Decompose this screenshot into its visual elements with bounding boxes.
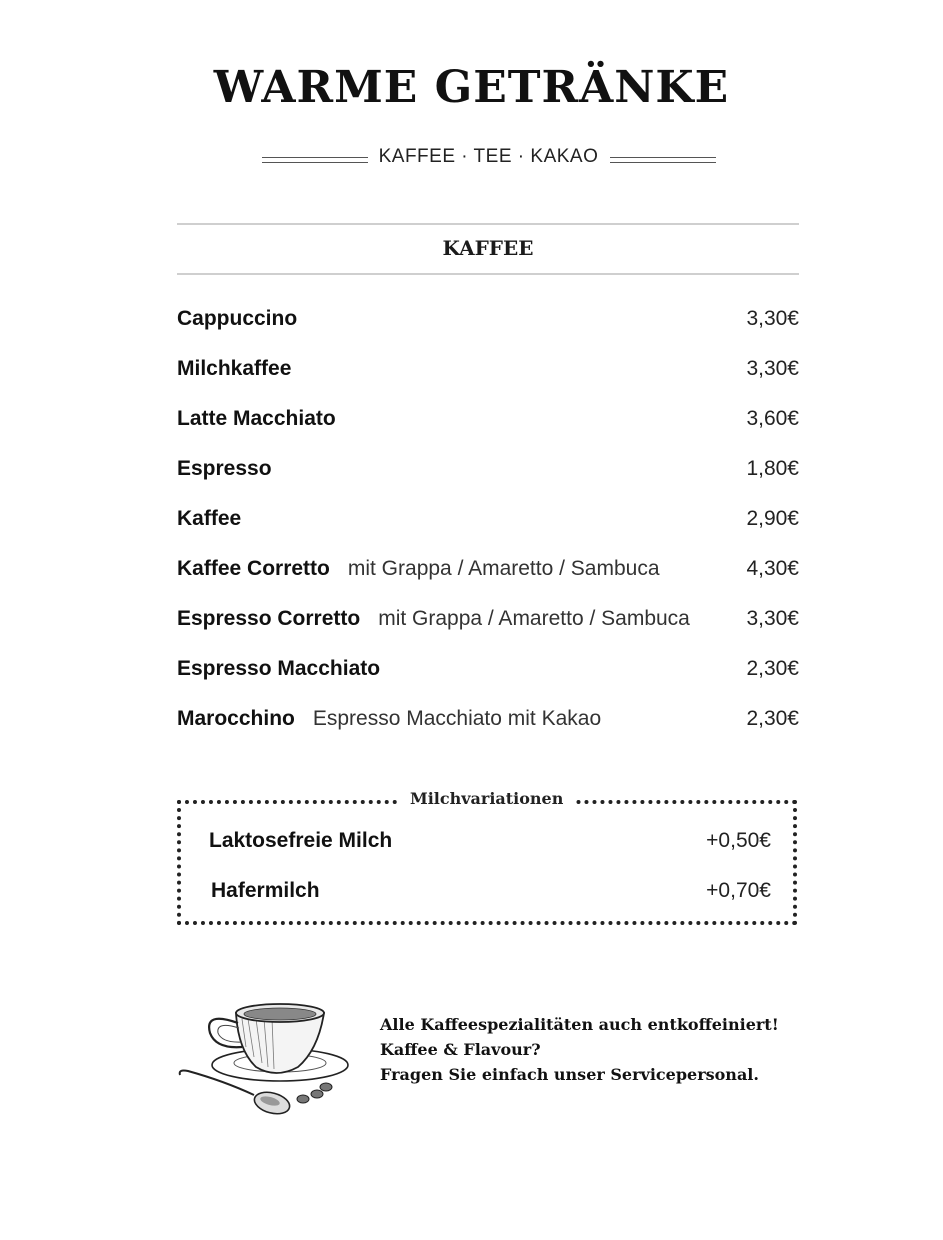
milk-options-label: Milchvariationen: [400, 789, 573, 808]
milk-option: [181, 829, 801, 859]
note-line: Alle Kaffeespezialitäten auch entkoffeiniert!: [380, 1015, 779, 1034]
info-note: [380, 1012, 779, 1087]
milk-option-name: Hafermilch: [211, 879, 320, 902]
item-name: Marocchino Espresso Macchiato mit Kakao: [177, 707, 602, 730]
item-name: Kaffee: [177, 507, 242, 530]
milk-option: [181, 879, 801, 909]
decorative-line-right: [610, 157, 716, 163]
item-name: Espresso Corretto mit Grappa / Amaretto / Sambuca: [177, 607, 690, 630]
item-name: Cappuccino: [177, 307, 298, 330]
item-price: 2,30€: [746, 707, 799, 730]
subtitle: KAFFEE · TEE · KAKAO: [378, 146, 599, 167]
section-rule-bottom: [177, 273, 799, 275]
item-name: Kaffee Corretto mit Grappa / Amaretto / Sambuca: [177, 557, 660, 580]
item-name: Espresso Macchiato: [177, 657, 381, 680]
item-name: Milchkaffee: [177, 357, 292, 380]
page-title: WARME GETRÄNKE: [213, 62, 730, 113]
menu-item: [177, 457, 799, 507]
menu-item: [177, 657, 799, 707]
section-title: KAFFEE: [442, 236, 534, 260]
menu-item: [177, 307, 799, 357]
menu-item: [177, 507, 799, 557]
item-description: mit Grappa / Amaretto / Sambuca: [347, 557, 660, 580]
item-price: 2,30€: [746, 657, 799, 680]
menu-item: [177, 407, 799, 457]
milk-option-price: +0,70€: [706, 879, 771, 902]
menu-item: [177, 607, 799, 657]
item-price: 2,90€: [746, 507, 799, 530]
item-price: 4,30€: [746, 557, 799, 580]
coffee-cup-icon: [176, 995, 351, 1120]
note-line: Kaffee & Flavour?: [380, 1040, 541, 1059]
item-price: 3,30€: [746, 307, 799, 330]
item-price: 3,60€: [746, 407, 799, 430]
note-line: Fragen Sie einfach unser Servicepersonal.: [380, 1065, 759, 1084]
subtitle-row: [0, 146, 943, 170]
milk-option-price: +0,50€: [706, 829, 771, 852]
item-price: 1,80€: [746, 457, 799, 480]
menu-list: [177, 307, 799, 757]
item-price: 3,30€: [746, 357, 799, 380]
milk-option-name: Laktosefreie Milch: [209, 829, 393, 852]
item-name: Latte Macchiato: [177, 407, 336, 430]
item-description: mit Grappa / Amaretto / Sambuca: [378, 607, 690, 630]
menu-item: [177, 707, 799, 757]
milk-options-box: [177, 800, 797, 925]
menu-item: [177, 557, 799, 607]
item-name: Espresso: [177, 457, 272, 480]
item-description: Espresso Macchiato mit Kakao: [312, 707, 602, 730]
section-rule-top: [177, 223, 799, 225]
menu-item: [177, 357, 799, 407]
item-price: 3,30€: [746, 607, 799, 630]
